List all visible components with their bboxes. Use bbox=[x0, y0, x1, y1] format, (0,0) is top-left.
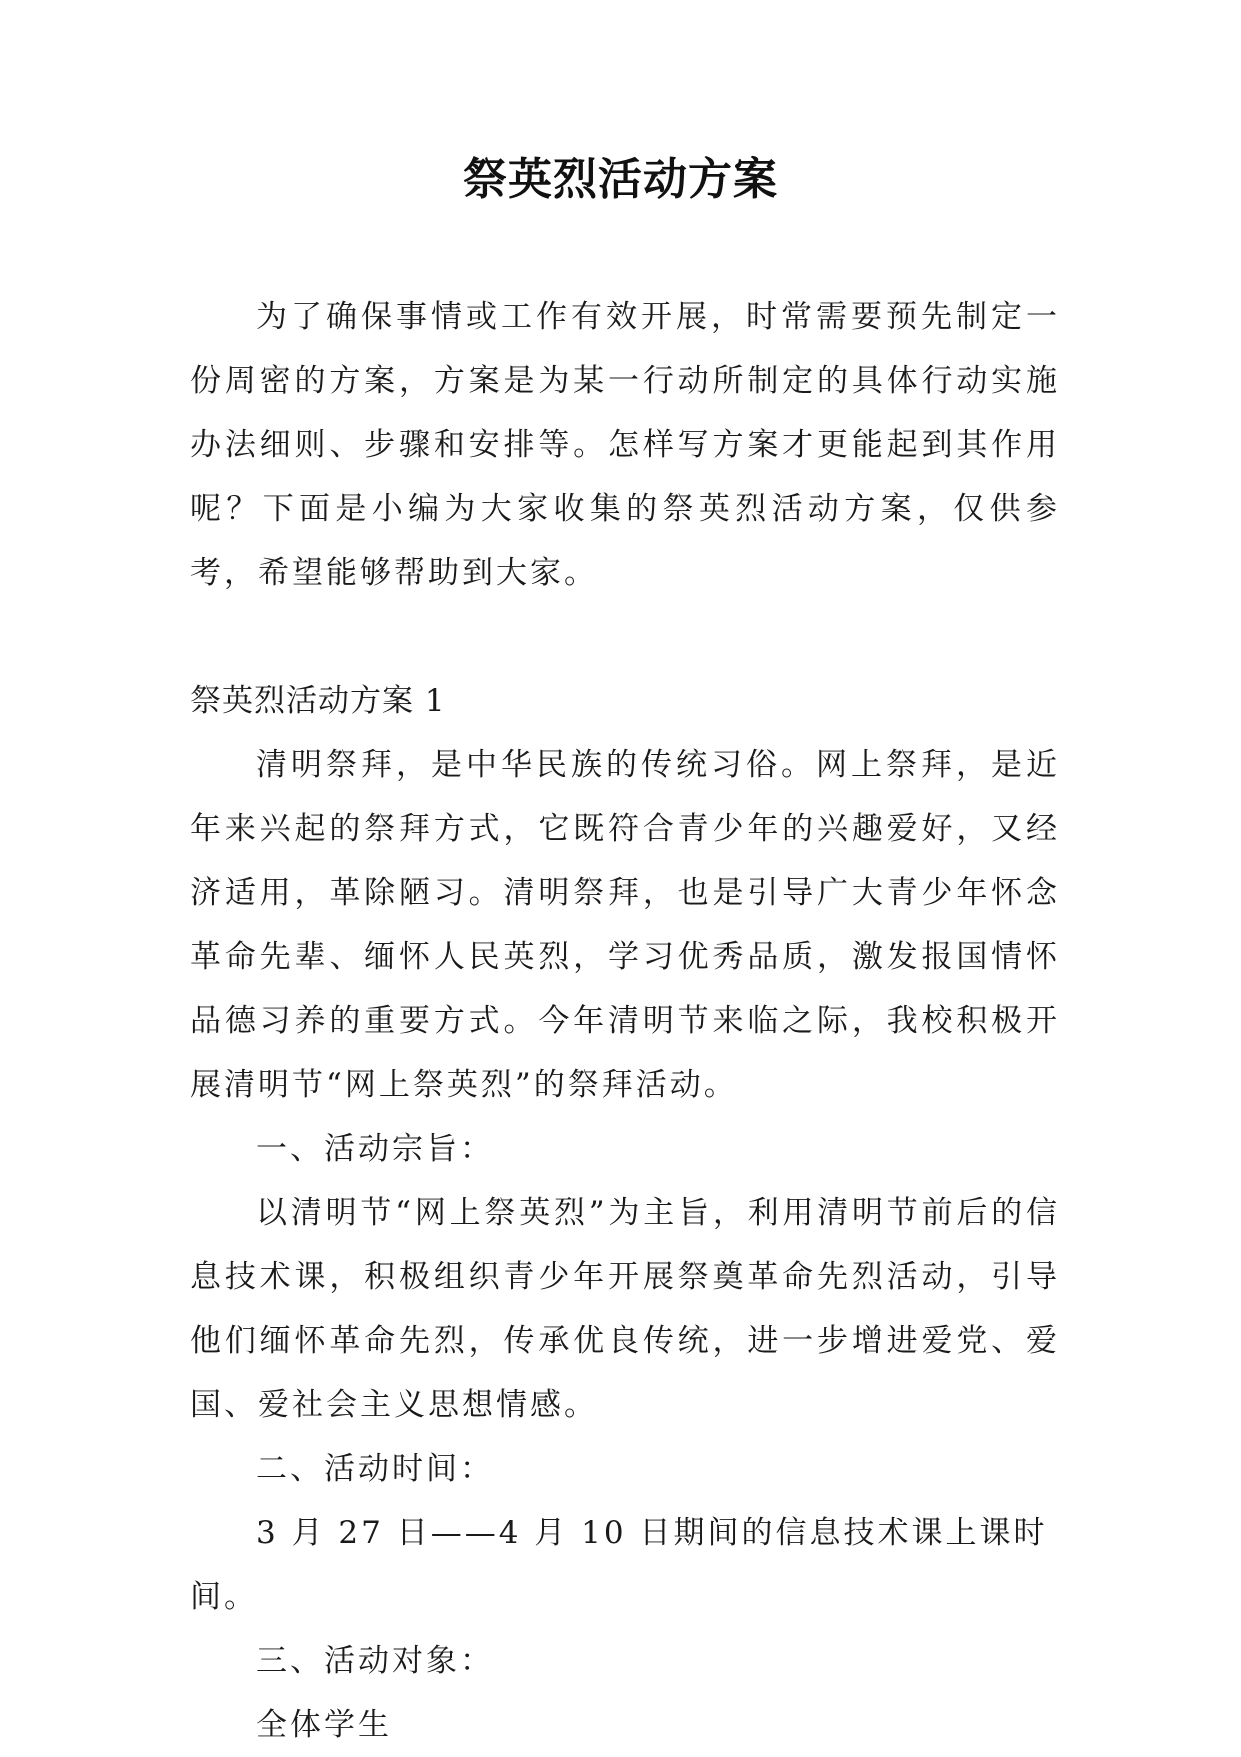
section-heading: 祭英烈活动方案 1 bbox=[190, 683, 446, 719]
item-heading-purpose: 一、活动宗旨： bbox=[256, 1131, 494, 1167]
item-heading-audience: 三、活动对象： bbox=[256, 1643, 494, 1679]
paragraph-spacer bbox=[190, 605, 1060, 669]
item-text-audience: 全体学生 bbox=[256, 1707, 392, 1743]
document-body bbox=[190, 285, 1060, 1757]
item-heading-time: 二、活动时间： bbox=[256, 1451, 494, 1487]
section-paragraph: 清明祭拜，是中华民族的传统习俗。网上祭拜，是近年来兴起的祭拜方式，它既符合青少年的兴趣爱好，又经济适用，革除陋习。清明祭拜，也是引导广大青少年怀念革命先辈、缅怀人民英烈，学习优秀品质，激发报国情怀品德习养的重要方式。今年清明节来临之际，我校积极开展清明节“网上祭英烈”的祭拜活动。 bbox=[190, 747, 1060, 1103]
item-text-purpose: 以清明节“网上祭英烈”为主旨，利用清明节前后的信息技术课，积极组织青少年开展祭奠革命先烈活动，引导他们缅怀革命先烈，传承优良传统，进一步增进爱党、爱国、爱社会主义思想情感。 bbox=[190, 1195, 1060, 1423]
intro-paragraph: 为了确保事情或工作有效开展，时常需要预先制定一份周密的方案，方案是为某一行动所制定的具体行动实施办法细则、步骤和安排等。怎样写方案才更能起到其作用呢？下面是小编为大家收集的祭英烈活动方案，仅供参考，希望能够帮助到大家。 bbox=[190, 299, 1060, 591]
document-title: 祭英烈活动方案 bbox=[463, 154, 778, 205]
item-text-time: 3 月 27 日——4 月 10 日期间的信息技术课上课时间。 bbox=[190, 1515, 1048, 1615]
